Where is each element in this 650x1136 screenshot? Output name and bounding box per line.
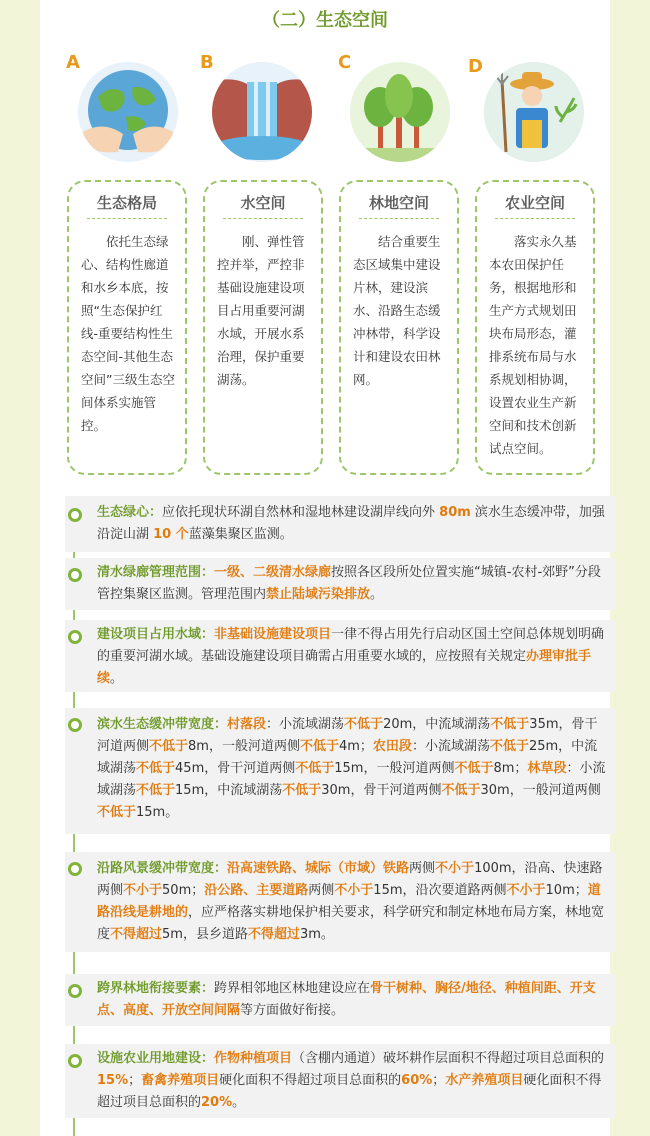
item-text (97, 562, 609, 606)
timeline-dot (68, 984, 82, 998)
card-divider (359, 218, 439, 219)
timeline-dot (68, 1054, 82, 1068)
card-eco-pattern (67, 180, 187, 475)
farmer-icon (484, 62, 584, 162)
body-text: 4m； (338, 739, 373, 754)
highlight-text: 畜禽养殖项目 (141, 1073, 220, 1088)
body-text: 。 (110, 671, 124, 686)
highlight-text: 办理审批手续 (97, 649, 592, 686)
card-divider (495, 218, 575, 219)
body-text: ：小流域湖荡 (266, 717, 345, 732)
highlight-text: 清水绿廊管理范围： (97, 565, 215, 580)
highlight-text: 不小于 (506, 883, 546, 898)
highlight-text: 不低于 (136, 783, 176, 798)
body-text: 。 (370, 587, 384, 602)
highlight-text: 林草段 (527, 761, 567, 776)
body-text: 30m，骨干河道两侧 (321, 783, 442, 798)
body-text: 10m； (545, 883, 588, 898)
highlight-text: 20% (201, 1095, 233, 1110)
highlight-text: 作物种植项目 (214, 1051, 293, 1066)
body-text: ：小流域湖荡 (411, 739, 490, 754)
body-text: ，应严格落实耕地保护相关要求，科学研究和制定林地布局方案，林地宽度 (97, 905, 605, 942)
highlight-text: 村落段 (227, 717, 267, 732)
earth-hands-icon (78, 62, 178, 162)
item-eco-core (65, 496, 615, 552)
highlight-text: 不得超过 (110, 927, 163, 942)
timeline-dot (68, 718, 82, 732)
highlight-text: 60% (401, 1073, 433, 1088)
timeline-dot (68, 630, 82, 644)
highlight-text: 禁止陆域污染排放 (266, 587, 371, 602)
highlight-text: 不低于 (136, 761, 176, 776)
body-text: 蓝藻集聚区监测。 (188, 527, 293, 542)
highlight-text: 沿路风景缓冲带宽度： (97, 861, 228, 876)
item-text (97, 978, 609, 1022)
body-text: 8m； (493, 761, 528, 776)
body-text: 两侧 (409, 861, 436, 876)
highlight-text: 设施农业用地建设： (97, 1051, 215, 1066)
highlight-text: 不低于 (441, 783, 481, 798)
body-text: 100m，沿高、快速路两侧 (97, 861, 603, 898)
forest-icon (350, 62, 450, 162)
body-text: 按照各区段所处位置实施“城镇-农村-郊野”分段管控集聚区监测。管理范围内 (97, 565, 601, 602)
highlight-text: 不低于 (489, 739, 529, 754)
body-text: 25m，中流域湖荡 (97, 739, 598, 776)
highlight-text: 农田段 (372, 739, 412, 754)
card-divider (223, 218, 303, 219)
body-text: 等方面做好衔接。 (240, 1003, 345, 1018)
highlight-text: 不低于 (454, 761, 494, 776)
body-text: 应依托现状环湖自然林和湿地林建设湖岸线向外 (162, 505, 440, 520)
body-text: 30m，一般河道两侧 (480, 783, 601, 798)
body-text: 20m，中流域湖荡 (383, 717, 491, 732)
letter-c: C (338, 52, 352, 73)
item-green-corridor (65, 558, 615, 610)
item-text (97, 714, 609, 824)
card-title: 林地空间 (368, 194, 429, 212)
timeline-dot (68, 862, 82, 876)
card-divider (87, 218, 167, 219)
body-text: 50m； (162, 883, 205, 898)
letter-a: A (66, 52, 80, 73)
highlight-text: 不小于 (123, 883, 163, 898)
letter-d: D (468, 56, 483, 77)
highlight-text: 不低于 (282, 783, 322, 798)
body-text: 45m，骨干河道两侧 (175, 761, 296, 776)
highlight-text: 建设项目占用水域： (97, 627, 215, 642)
body-text: ：小流域湖荡 (97, 761, 606, 798)
body-text: 两侧 (308, 883, 335, 898)
section-title: （二）生态空间 (262, 10, 388, 31)
item-text (97, 624, 609, 690)
item-agri-land (65, 1044, 615, 1118)
highlight-text: 15% (97, 1073, 129, 1088)
timeline-dot (68, 508, 82, 522)
body-text: 15m，一般河道两侧 (334, 761, 455, 776)
item-text (97, 502, 609, 546)
body-text: 8m，一般河道两侧 (188, 739, 300, 754)
highlight-text: 道路沿线是耕地的 (97, 883, 601, 920)
item-cross-border-forest (65, 974, 615, 1026)
body-text: 3m。 (299, 927, 334, 942)
highlight-text: 非基础设施建设项目 (214, 627, 332, 642)
body-text: 一律不得占用先行启动区国土空间总体规划明确的重要河湖水域。基础设施建设项目确需占用重要水域的，应按照有关规定 (97, 627, 605, 664)
highlight-text: 不低于 (97, 805, 137, 820)
highlight-text: 跨界林地衔接要素： (97, 981, 215, 996)
highlight-text: 骨干树种、胸径/地径、种植间距、开支点、高度、开放空间间隔 (97, 981, 596, 1018)
body-text: 15m。 (136, 805, 179, 820)
letter-b: B (200, 52, 214, 73)
item-text (97, 858, 609, 946)
body-text: ； (432, 1073, 446, 1088)
highlight-text: 水产养殖项目 (445, 1073, 524, 1088)
body-text: 35m，骨干河道两侧 (97, 717, 598, 754)
waterfall-icon (212, 62, 312, 162)
highlight-text: 一级、二级清水绿廊 (214, 565, 332, 580)
item-road-buffer (65, 852, 615, 952)
card-body: 依托生态绿心、结构性廊道和水乡本底，按照“生态保护红线-重要结构性生态空间-其他生态空间”三级生态空间体系实施管控。 (81, 234, 175, 433)
highlight-text: 不低于 (295, 761, 335, 776)
body-text: 5m，县乡道路 (162, 927, 248, 942)
highlight-text: 不小于 (435, 861, 475, 876)
body-text: 硬化面积不得超过项目总面积的 (219, 1073, 402, 1088)
body-text: ； (128, 1073, 142, 1088)
highlight-text: 80m (439, 505, 471, 520)
item-waterside-buffer (65, 708, 615, 834)
body-text: 15m，中流域湖荡 (175, 783, 283, 798)
highlight-text: 不低于 (299, 739, 339, 754)
highlight-text: 滨水生态缓冲带宽度： (97, 717, 228, 732)
card-agri-space (475, 180, 595, 475)
item-water-use (65, 620, 615, 692)
body-text: 滨水生态缓冲带，加强沿淀山湖 (97, 505, 605, 542)
highlight-text: 不低于 (490, 717, 530, 732)
body-text: 15m，沿次要道路两侧 (373, 883, 507, 898)
card-title: 水空间 (240, 194, 286, 212)
highlight-text: 不得超过 (247, 927, 300, 942)
highlight-text: 沿高速铁路、城际（市域）铁路 (227, 861, 410, 876)
card-title: 生态格局 (96, 194, 157, 212)
card-forest-space (339, 180, 459, 475)
card-title: 农业空间 (504, 194, 565, 212)
card-body: 结合重要生态区域集中建设片林，建设滨水、沿路生态缓冲林带，科学设计和建设农田林网。 (353, 234, 441, 387)
item-text (97, 1048, 609, 1114)
body-text: 跨界相邻地区林地建设应在 (214, 981, 371, 996)
highlight-text: 沿公路、主要道路 (204, 883, 309, 898)
card-body: 刚、弹性管控并举，严控非基础设施建设项目占用重要河湖水域，开展水系治理，保护重要湖荡。 (217, 234, 305, 387)
highlight-text: 10 个 (153, 527, 189, 542)
body-text: （含棚内通道）破坏耕作层面积不得超过项目总面积的 (292, 1051, 605, 1066)
body-text: 硬化面积不得超过项目总面积的 (97, 1073, 602, 1110)
highlight-text: 不低于 (149, 739, 189, 754)
highlight-text: 不低于 (344, 717, 384, 732)
highlight-text: 不小于 (334, 883, 374, 898)
highlight-text: 生态绿心： (97, 505, 163, 520)
timeline-dot (68, 568, 82, 582)
card-water-space (203, 180, 323, 475)
body-text: 。 (232, 1095, 246, 1110)
card-body: 落实永久基本农田保护任务，根据地形和生产方式规划田块布局形态，灌排系统布局与水系规划相协调，设置农业生产新空间和技术创新试点空间。 (489, 234, 577, 456)
